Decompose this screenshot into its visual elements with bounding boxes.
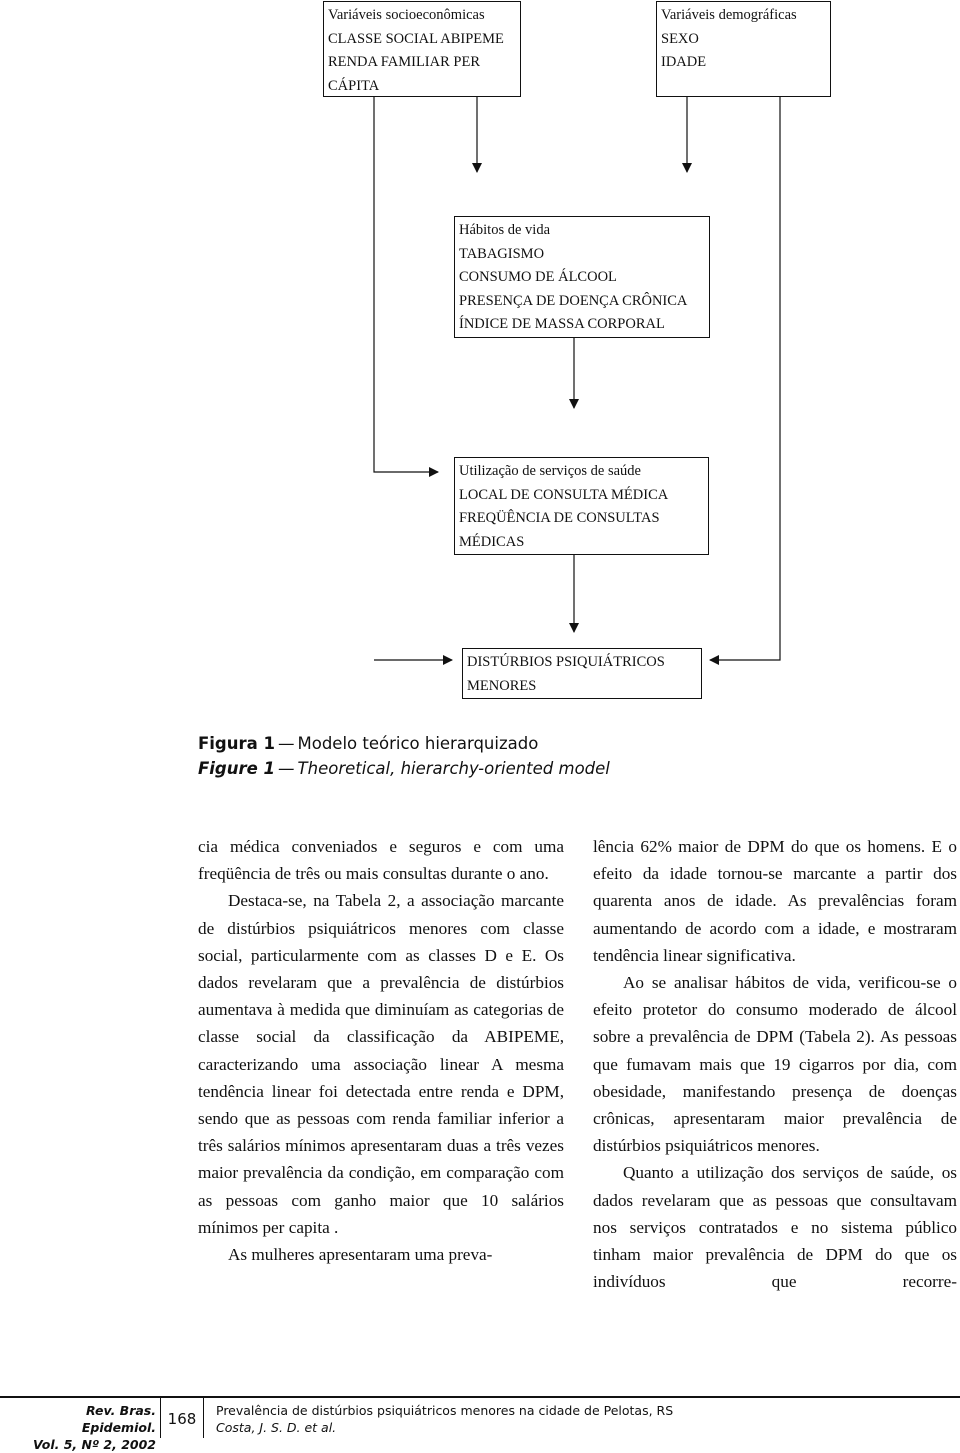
caption-text-en: Theoretical, hierarchy-oriented model bbox=[297, 759, 610, 778]
arrow-socio-to-services bbox=[374, 97, 438, 472]
paragraph: As mulheres apresentaram uma preva- bbox=[228, 1245, 493, 1265]
page-number: 168 bbox=[160, 1398, 204, 1438]
text-column-right bbox=[593, 833, 957, 1295]
paragraph: lência 62% maior de DPM do que os homens. E o efeito da idade tornou-se marcante a partir dos quarenta anos de idade. As prevalências foram aumentando de acordo com a idade, e mostraram tendência linear significativa. bbox=[593, 837, 957, 965]
box-life-habits: Hábitos de vida TABAGISMO CONSUMO DE ÁLCOOL PRESENÇA DE DOENÇA CRÔNICA ÍNDICE DE MASSA CORPORAL bbox=[454, 216, 710, 338]
journal-name: Rev. Bras. Epidemiol. bbox=[81, 1403, 156, 1435]
figure-connectors bbox=[0, 0, 960, 720]
journal-citation bbox=[30, 1402, 156, 1453]
footer-rule bbox=[0, 1396, 960, 1398]
caption-label-pt: Figura 1 bbox=[198, 734, 275, 753]
paragraph: Destaca-se, na Tabela 2, a associação marcante de distúrbios psiquiátricos menores com classe social, particularmente com as classes D e E. Os dados revelaram que a prevalência de distúrbios aumentava à medida que diminuíam as categorias de classe social da classificação da ABIPEME, caracterizando uma associação linear A mesma tendência linear foi detectada entre renda e DPM, sendo que as pessoas com renda familiar inferior a três salários mínimos apresentaram duas a três vezes maior prevalência da condição, em comparação com as pessoas com ganho maior que 10 salários mínimos per capita . bbox=[198, 891, 564, 1237]
running-authors: Costa, J. S. D. et al. bbox=[216, 1420, 337, 1435]
box-socioeconomic-variables: Variáveis socioeconômicas CLASSE SOCIAL ABIPEME RENDA FAMILIAR PER CÁPITA bbox=[323, 1, 521, 97]
box-minor-psychiatric-disorders: DISTÚRBIOS PSIQUIÁTRICOS MENORES bbox=[462, 648, 702, 699]
text-column-left bbox=[198, 833, 564, 1268]
paragraph: Quanto a utilização dos serviços de saúde, os dados revelaram que as pessoas que consultavam nos serviços contratados e no sistema público tinham maior prevalência de DPM do que os indivíduos que recorre- bbox=[593, 1163, 957, 1292]
running-title: Prevalência de distúrbios psiquiátricos menores na cidade de Pelotas, RS bbox=[216, 1403, 674, 1418]
journal-volume: Vol. 5, Nº 2, 2002 bbox=[33, 1437, 156, 1452]
caption-text-pt: Modelo teórico hierarquizado bbox=[297, 734, 539, 753]
paragraph: Ao se analisar hábitos de vida, verificou-se o efeito protetor do consumo moderado de álcool sobre a prevalência de DPM (Tabela 2). As pessoas que fumavam mais que 19 cigarros por dia, com obesidade, manifestando presença de doenças crônicas, apresentaram maior prevalência de distúrbios psiquiátricos menores. bbox=[593, 973, 957, 1156]
arrow-demo-to-outcome bbox=[710, 97, 780, 660]
box-demographic-variables: Variáveis demográficas SEXO IDADE bbox=[656, 1, 831, 97]
figure-caption-en: Figure 1 — Theoretical, hierarchy-oriented model bbox=[198, 759, 610, 778]
caption-label-en: Figure 1 bbox=[198, 759, 276, 778]
box-health-services-use: Utilização de serviços de saúde LOCAL DE CONSULTA MÉDICA FREQÜÊNCIA DE CONSULTAS MÉDICAS bbox=[454, 457, 709, 555]
running-head bbox=[216, 1402, 673, 1436]
paragraph: cia médica conveniados e seguros e com uma freqüência de três ou mais consultas durante o ano. bbox=[198, 837, 564, 884]
figure-caption-pt: Figura 1 — Modelo teórico hierarquizado bbox=[198, 734, 539, 753]
